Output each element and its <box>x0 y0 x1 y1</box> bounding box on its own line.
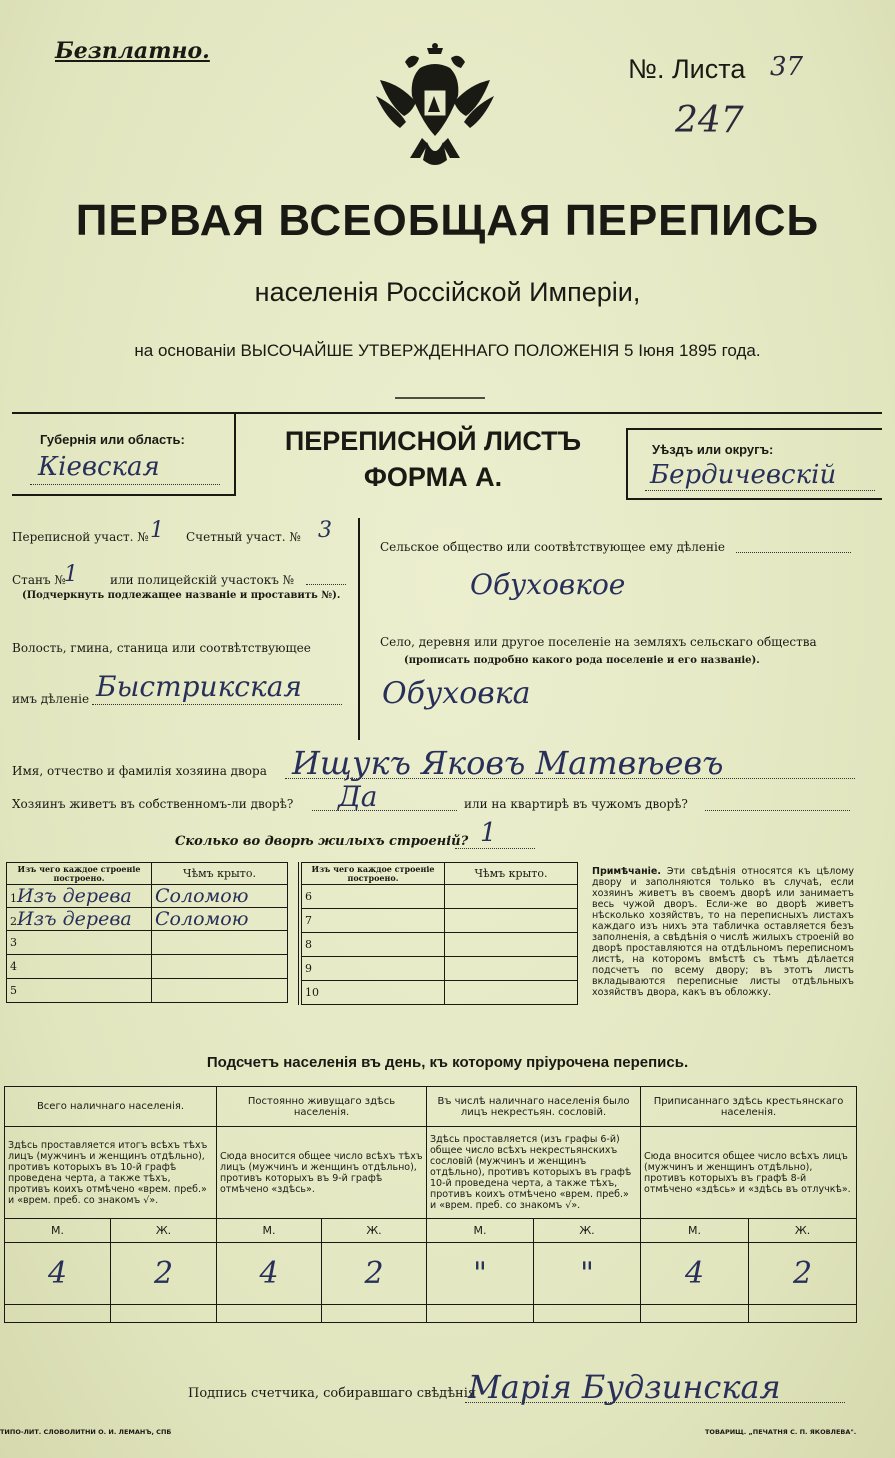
count-col-header: Постоянно живущаго здѣсь населенія. <box>217 1087 427 1127</box>
table-row: 2Изъ дерева <box>7 908 152 931</box>
instruction-text: (Подчеркнуть подлежащее названіе и проставить №). <box>22 590 341 601</box>
note-text <box>592 866 854 998</box>
table-row: 6 <box>300 885 445 909</box>
owner-name-value: Ищукъ Яковъ Матвѣевъ <box>292 744 724 782</box>
col-roof-header: Чѣмъ крыто. <box>152 863 288 885</box>
province-label: Губернія или область: <box>40 432 185 447</box>
table-cell <box>152 955 288 979</box>
female-count: 2 <box>111 1243 217 1305</box>
female-count: " <box>534 1243 641 1305</box>
count-col-header: Всего наличнаго населенія. <box>5 1087 217 1127</box>
count-col-desc: Здѣсь проставляется (изъ графы 6-й) общее число всѣхъ некрестьянскихъ сословій (мужчинъ и женщинъ отдѣльно), противъ которыхъ въ графѣ 10-й проведена черта, а также тѣхъ, противъ коихъ отмѣчено «врем. преб.» и «врем. преб. со знакомъ √». <box>427 1127 641 1219</box>
police-section-label: или полицейскій участокъ № <box>110 573 295 587</box>
table-cell <box>111 1305 217 1323</box>
province-value: Кіевская <box>38 452 160 482</box>
stan-label: Станъ № <box>12 573 66 587</box>
table-row: 10 <box>300 981 445 1005</box>
sheet-number-label: №. Листа <box>628 54 746 84</box>
table-cell <box>749 1305 857 1323</box>
table-row: 9 <box>300 957 445 981</box>
counting-section-label: Счетный участ. № <box>186 530 301 544</box>
signature-value: Марія Будзинская <box>468 1368 781 1406</box>
male-header: М. <box>427 1219 534 1243</box>
buildings-table-left <box>6 862 288 1003</box>
dotted-line <box>455 848 535 849</box>
printer-imprint-left: ТИПО-ЛИТ. СЛОВОЛИТНИ О. И. ЛЕМАНЪ, СПБ <box>0 1428 172 1436</box>
male-header: М. <box>217 1219 322 1243</box>
table-cell: Соломою <box>152 885 288 908</box>
col-roof-header: Чѣмъ крыто. <box>445 863 578 885</box>
signature-label: Подпись счетчика, собиравшаго свѣдѣнія <box>188 1386 477 1401</box>
free-label: Безплатно. <box>55 38 210 64</box>
village-value: Обуховка <box>382 676 531 711</box>
dotted-line <box>285 778 855 779</box>
sheet-number-handwritten: 37 <box>770 52 804 82</box>
volost-label-2: имъ дѣленіе <box>12 692 90 706</box>
village-label: Село, деревня или другое поселеніе на земляхъ сельскаго общества <box>380 635 817 649</box>
own-yard-value: Да <box>338 780 378 813</box>
female-count: 2 <box>749 1243 857 1305</box>
table-cell <box>445 957 578 981</box>
table-cell <box>427 1305 534 1323</box>
dotted-line <box>92 704 342 705</box>
box-divider <box>234 412 236 496</box>
volost-value: Быстрикская <box>96 670 302 703</box>
county-value: Бердичевскій <box>650 460 837 490</box>
dotted-line <box>736 552 851 553</box>
count-col-header: Въ числѣ наличнаго населенія было лицъ некрестьян. сословій. <box>427 1087 641 1127</box>
table-cell <box>445 981 578 1005</box>
legal-basis: на основаніи ВЫСОЧАЙШЕ УТВЕРЖДЕННАГО ПОЛОЖЕНІЯ 5 Іюня 1895 года. <box>134 341 761 360</box>
page-title: ПЕРВАЯ ВСЕОБЩАЯ ПЕРЕПИСЬ <box>75 196 820 245</box>
owner-name-label: Имя, отчество и фамилія хозяина двора <box>12 764 267 778</box>
female-header: Ж. <box>534 1219 641 1243</box>
archive-number-handwritten: 247 <box>675 100 744 141</box>
table-row: 8 <box>300 933 445 957</box>
female-header: Ж. <box>111 1219 217 1243</box>
own-yard-label: Хозяинъ живетъ въ собственномъ-ли дворѣ? <box>12 797 294 811</box>
ornament-divider-icon <box>395 392 485 404</box>
county-label: Уѣздъ или округъ: <box>652 442 774 457</box>
count-col-desc: Сюда вносится общее число всѣхъ лицъ (мужчинъ и женщинъ отдѣльно), противъ которыхъ въ графѣ 8-й отмѣчено «здѣсь» и «здѣсь въ отлучкѣ». <box>641 1127 857 1219</box>
table-cell <box>534 1305 641 1323</box>
society-value: Обуховкое <box>470 568 626 601</box>
male-count: 4 <box>641 1243 749 1305</box>
table-row: 7 <box>300 909 445 933</box>
male-count: 4 <box>217 1243 322 1305</box>
table-cell <box>445 933 578 957</box>
male-count: 4 <box>5 1243 111 1305</box>
box-top-rule <box>626 428 882 430</box>
stan-value: 1 <box>64 562 78 587</box>
female-header: Ж. <box>322 1219 427 1243</box>
table-row: 5 <box>7 979 152 1003</box>
village-instruction: (прописать подробно какого рода поселеніе и его названіе). <box>404 655 760 666</box>
vertical-divider <box>358 518 360 740</box>
dotted-line <box>312 810 457 811</box>
dotted-line <box>465 1402 845 1403</box>
buildings-count-label: Сколько во дворѣ жилыхъ строеній? <box>175 834 469 849</box>
counting-section-value: 3 <box>318 518 332 543</box>
table-cell <box>152 931 288 955</box>
table-cell <box>445 885 578 909</box>
census-section-label: Переписной участ. № <box>12 530 149 544</box>
form-subtitle: ФОРМА А. <box>363 462 503 492</box>
note-lead: Примѣчаніе. <box>592 866 661 877</box>
col-material-header: Изъ чего каждое строеніе построено. <box>7 863 152 885</box>
form-title: ПЕРЕПИСНОЙ ЛИСТЪ <box>284 426 582 456</box>
count-col-desc: Здѣсь проставляется итогъ всѣхъ тѣхъ лицъ (мужчинъ и женщинъ отдѣльно), противъ которыхъ въ 10-й графѣ проведена черта, а также тѣхъ, противъ коихъ отмѣчено «врем. преб.» и «врем. преб. со знакомъ √». <box>5 1127 217 1219</box>
dotted-line <box>645 490 875 491</box>
dotted-line <box>705 810 850 811</box>
col-material-header: Изъ чего каждое строеніе построено. <box>300 863 445 885</box>
society-label: Сельское общество или соотвѣтствующее ему дѣленіе <box>380 540 725 554</box>
page-subtitle: населенія Россійской Имперіи, <box>254 277 641 307</box>
buildings-table-right <box>298 862 578 1005</box>
table-cell: Соломою <box>152 908 288 931</box>
male-count: " <box>427 1243 534 1305</box>
form-top-rule <box>12 412 882 414</box>
count-col-header: Приписаннаго здѣсь крестьянскаго населенія. <box>641 1087 857 1127</box>
table-cell <box>445 909 578 933</box>
table-row: 1Изъ дерева <box>7 885 152 908</box>
table-cell <box>5 1305 111 1323</box>
table-cell <box>217 1305 322 1323</box>
other-yard-label: или на квартирѣ въ чужомъ дворѣ? <box>464 797 688 811</box>
population-count-table <box>4 1086 857 1323</box>
volost-label: Волость, гмина, станица или соотвѣтствующее <box>12 641 311 655</box>
male-header: М. <box>5 1219 111 1243</box>
female-header: Ж. <box>749 1219 857 1243</box>
dotted-line <box>30 484 220 485</box>
count-col-desc: Сюда вносится общее число всѣхъ тѣхъ лицъ (мужчинъ и женщинъ отдѣльно), противъ которыхъ въ 9-й графѣ отмѣчено «здѣсь». <box>217 1127 427 1219</box>
buildings-count-value: 1 <box>480 818 497 848</box>
census-section-value: 1 <box>150 518 164 543</box>
printer-imprint-right: ТОВАРИЩ. „ПЕЧАТНЯ С. П. ЯКОВЛЕВА". <box>705 1428 857 1436</box>
female-count: 2 <box>322 1243 427 1305</box>
box-bottom-rule <box>626 498 882 500</box>
note-body: Эти свѣдѣнія относятся къ цѣлому двору и заполняются только въ случаѣ, если хозяинъ живетъ въ своемъ дворѣ или занимаетъ весь чужой дворъ. Если-же во дворѣ живетъ нѣсколько хозяйствъ, то на переписныхъ листахъ каждаго изъ нихъ эта табличка оставляется безъ заполненія, а свѣдѣнія о числѣ жилыхъ строеній во дворѣ проставляются на отдѣльномъ переписномъ листѣ, на которомъ вмѣстѣ съ тѣмъ дѣлается подсчетъ по всему двору; въ этотъ листъ вкладываются переписные листы отдѣльныхъ хозяйствъ двора, какъ въ обложку. <box>592 866 854 998</box>
coat-of-arms-icon <box>372 42 498 172</box>
male-header: М. <box>641 1219 749 1243</box>
box-divider <box>626 428 628 500</box>
table-cell <box>641 1305 749 1323</box>
table-cell <box>152 979 288 1003</box>
table-cell <box>322 1305 427 1323</box>
box-bottom-rule <box>12 494 236 496</box>
table-row: 3 <box>7 931 152 955</box>
count-section-title: Подсчетъ населенія въ день, къ которому пріурочена перепись. <box>206 1054 689 1071</box>
dotted-line <box>306 584 346 585</box>
table-row: 4 <box>7 955 152 979</box>
